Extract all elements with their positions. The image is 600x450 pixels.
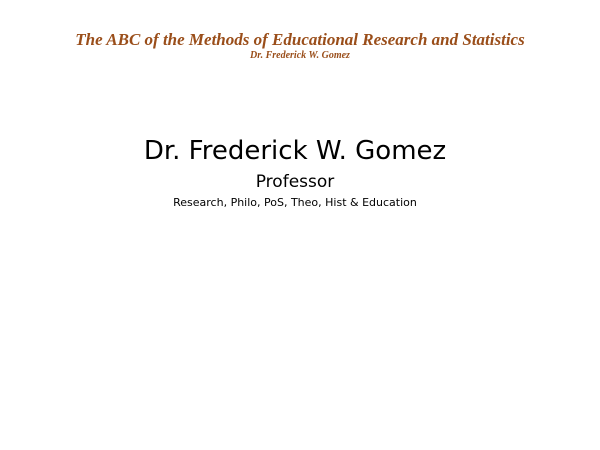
presenter-role: Professor [255, 172, 335, 192]
presenter-fields: Research, Philo, PoS, Theo, Hist & Education [173, 196, 417, 209]
document-title: The ABC of the Methods of Educational Research and Statistics [75, 30, 525, 49]
document-author: Dr. Frederick W. Gomez [250, 50, 350, 61]
presenter-name: Dr. Frederick W. Gomez [143, 136, 447, 166]
